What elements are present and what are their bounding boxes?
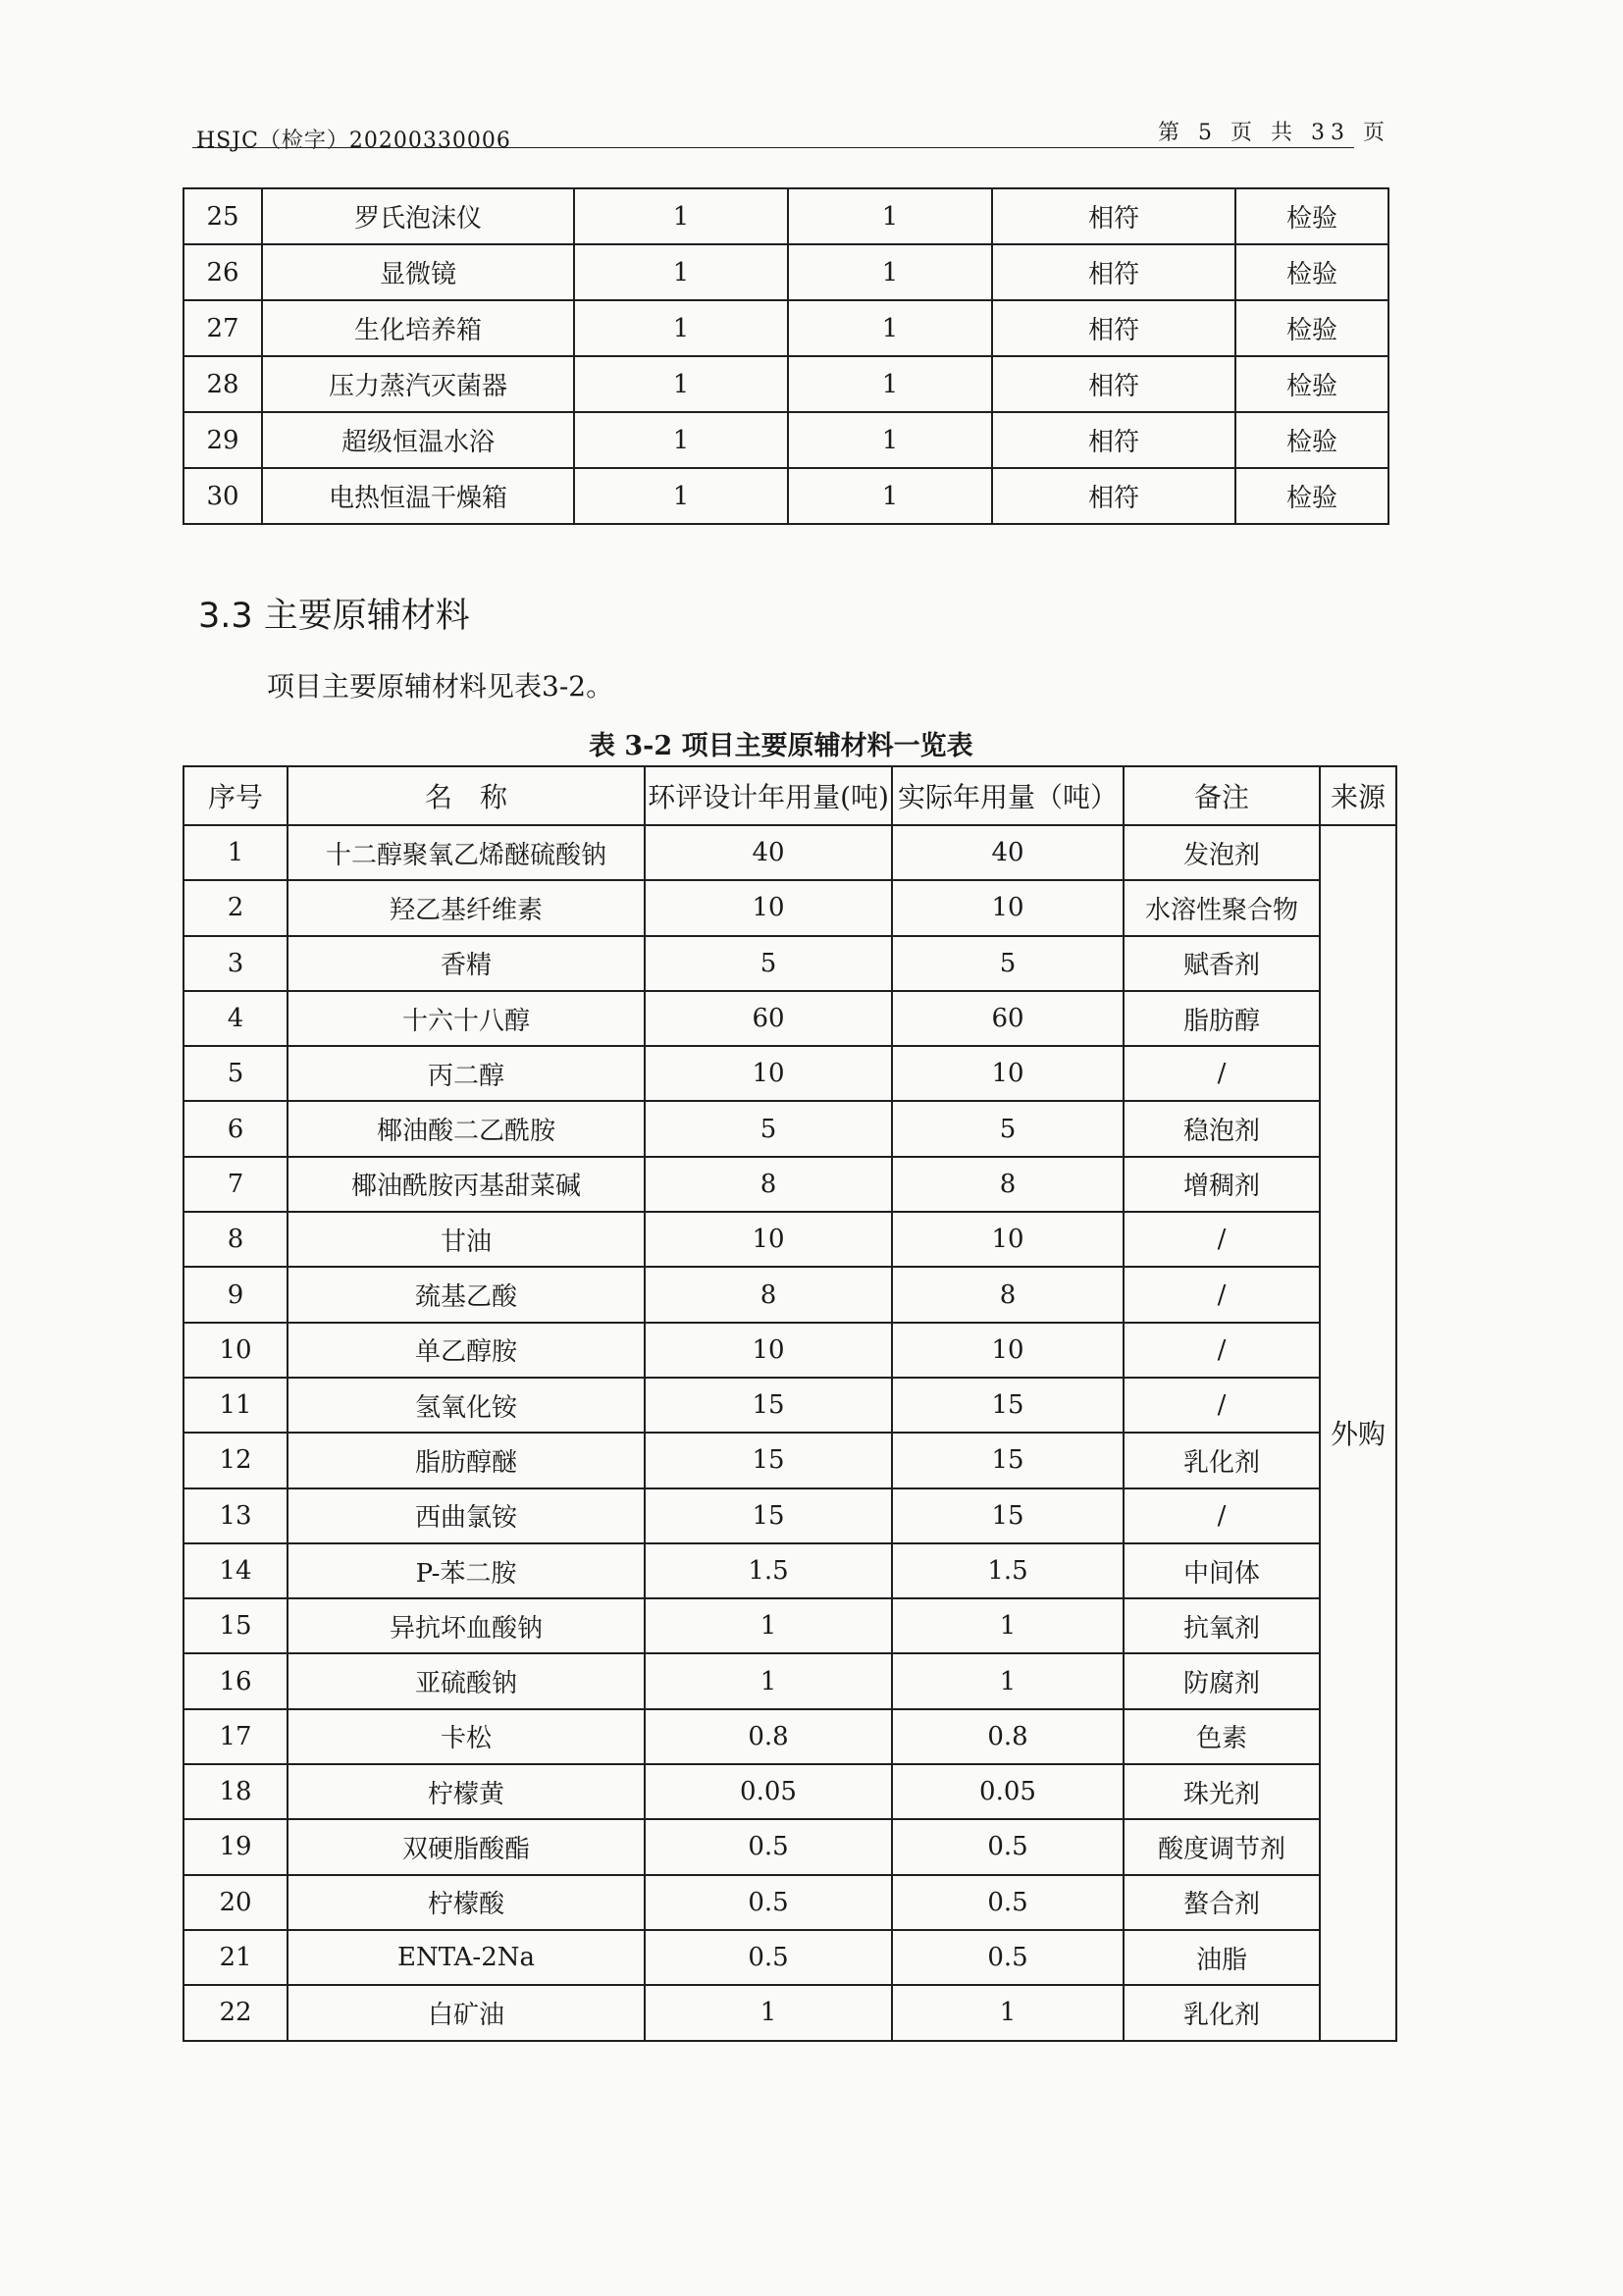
material-cell-remark: / (1124, 1046, 1320, 1101)
equipment-row (183, 356, 1388, 412)
material-cell-actual: 15 (892, 1433, 1124, 1487)
material-row (183, 1709, 1396, 1764)
header-divider (192, 147, 1354, 148)
material-row (183, 1101, 1396, 1156)
material-cell-actual: 1.5 (892, 1543, 1124, 1598)
material-row (183, 1323, 1396, 1378)
material-cell-actual: 5 (892, 936, 1124, 991)
material-cell-design: 10 (645, 1212, 892, 1267)
material-cell-actual: 60 (892, 991, 1124, 1046)
materials-table-body (183, 825, 1396, 2041)
material-cell-design: 1 (645, 1653, 892, 1708)
material-cell-design: 10 (645, 1046, 892, 1101)
material-row (183, 1488, 1396, 1543)
material-cell-no: 20 (183, 1875, 288, 1930)
material-cell-no: 18 (183, 1764, 288, 1819)
equipment-cell-no: 28 (183, 356, 262, 412)
material-cell-design: 15 (645, 1488, 892, 1543)
material-cell-design: 10 (645, 1323, 892, 1378)
material-cell-name: 椰油酸二乙酰胺 (288, 1101, 645, 1156)
equipment-cell-actual-qty: 1 (788, 188, 992, 244)
material-cell-no: 21 (183, 1930, 288, 1985)
material-cell-name: 亚硫酸钠 (288, 1653, 645, 1708)
equipment-cell-name: 超级恒温水浴 (262, 412, 574, 468)
materials-header-row (183, 766, 1396, 825)
material-cell-remark: 赋香剂 (1124, 936, 1320, 991)
material-row (183, 880, 1396, 935)
material-cell-no: 17 (183, 1709, 288, 1764)
equipment-cell-actual-qty: 1 (788, 356, 992, 412)
material-cell-name: 甘油 (288, 1212, 645, 1267)
material-cell-actual: 8 (892, 1267, 1124, 1322)
material-cell-no: 7 (183, 1157, 288, 1212)
equipment-cell-design-qty: 1 (574, 188, 788, 244)
equipment-cell-no: 29 (183, 412, 262, 468)
material-cell-name: P-苯二胺 (288, 1543, 645, 1598)
material-row (183, 1433, 1396, 1487)
header-actual-amount: 实际年用量（吨） (892, 766, 1124, 825)
material-cell-remark: 乳化剂 (1124, 1985, 1320, 2040)
material-cell-design: 1 (645, 1985, 892, 2040)
equipment-cell-no: 30 (183, 468, 262, 524)
material-cell-name: ENTA-2Na (288, 1930, 645, 1985)
material-cell-name: 双硬脂酸酯 (288, 1819, 645, 1874)
material-cell-design: 10 (645, 880, 892, 935)
material-cell-actual: 1 (892, 1598, 1124, 1653)
material-cell-remark: 油脂 (1124, 1930, 1320, 1985)
material-cell-remark: 色素 (1124, 1709, 1320, 1764)
equipment-cell-no: 27 (183, 300, 262, 356)
material-cell-remark: 螯合剂 (1124, 1875, 1320, 1930)
material-cell-remark: / (1124, 1323, 1320, 1378)
material-cell-remark: 稳泡剂 (1124, 1101, 1320, 1156)
document-number: HSJC（检字）20200330006 (196, 129, 511, 153)
equipment-cell-actual-qty: 1 (788, 468, 992, 524)
equipment-cell-status: 相符 (992, 468, 1235, 524)
material-cell-no: 8 (183, 1212, 288, 1267)
material-cell-actual: 10 (892, 1046, 1124, 1101)
material-cell-design: 0.5 (645, 1819, 892, 1874)
material-cell-name: 氢氧化铵 (288, 1378, 645, 1433)
material-cell-design: 40 (645, 825, 892, 880)
material-cell-name: 单乙醇胺 (288, 1323, 645, 1378)
material-cell-design: 5 (645, 936, 892, 991)
material-cell-name: 巯基乙酸 (288, 1267, 645, 1322)
material-cell-no: 6 (183, 1101, 288, 1156)
material-cell-name: 西曲氯铵 (288, 1488, 645, 1543)
equipment-row (183, 244, 1388, 300)
material-cell-no: 14 (183, 1543, 288, 1598)
material-cell-design: 15 (645, 1378, 892, 1433)
equipment-cell-purpose: 检验 (1235, 244, 1388, 300)
material-cell-design: 5 (645, 1101, 892, 1156)
material-cell-actual: 8 (892, 1157, 1124, 1212)
material-cell-name: 十六十八醇 (288, 991, 645, 1046)
material-cell-design: 15 (645, 1433, 892, 1487)
material-cell-name: 柠檬黄 (288, 1764, 645, 1819)
material-cell-remark: 酸度调节剂 (1124, 1819, 1320, 1874)
material-cell-name: 香精 (288, 936, 645, 991)
material-cell-remark: / (1124, 1267, 1320, 1322)
material-cell-actual: 0.5 (892, 1930, 1124, 1985)
material-cell-no: 19 (183, 1819, 288, 1874)
material-cell-actual: 10 (892, 1323, 1124, 1378)
material-cell-design: 1.5 (645, 1543, 892, 1598)
equipment-cell-status: 相符 (992, 188, 1235, 244)
material-cell-remark: 乳化剂 (1124, 1433, 1320, 1487)
material-row (183, 991, 1396, 1046)
section-intro: 项目主要原辅材料见表3-2。 (267, 670, 614, 703)
header-design-amount: 环评设计年用量(吨) (645, 766, 892, 825)
material-cell-remark: 中间体 (1124, 1543, 1320, 1598)
material-cell-remark: / (1124, 1488, 1320, 1543)
material-cell-remark: / (1124, 1378, 1320, 1433)
material-cell-actual: 0.05 (892, 1764, 1124, 1819)
material-cell-remark: / (1124, 1212, 1320, 1267)
material-cell-no: 5 (183, 1046, 288, 1101)
equipment-cell-design-qty: 1 (574, 300, 788, 356)
equipment-cell-purpose: 检验 (1235, 356, 1388, 412)
equipment-cell-design-qty: 1 (574, 244, 788, 300)
material-cell-remark: 脂肪醇 (1124, 991, 1320, 1046)
table-caption: 表 3-2 项目主要原辅材料一览表 (589, 731, 973, 761)
material-cell-design: 0.5 (645, 1875, 892, 1930)
page-indicator: 第 5 页 共 33 页 (1158, 121, 1390, 145)
equipment-cell-no: 25 (183, 188, 262, 244)
equipment-cell-name: 电热恒温干燥箱 (262, 468, 574, 524)
material-cell-actual: 1 (892, 1985, 1124, 2040)
material-row (183, 1875, 1396, 1930)
material-cell-name: 脂肪醇醚 (288, 1433, 645, 1487)
material-cell-remark: 抗氧剂 (1124, 1598, 1320, 1653)
header-source: 来源 (1320, 766, 1396, 825)
equipment-cell-status: 相符 (992, 356, 1235, 412)
equipment-row (183, 468, 1388, 524)
material-cell-actual: 10 (892, 1212, 1124, 1267)
header-name: 名 称 (288, 766, 645, 825)
material-cell-design: 60 (645, 991, 892, 1046)
equipment-table (183, 187, 1389, 525)
equipment-table-body (183, 188, 1388, 524)
material-row (183, 1653, 1396, 1708)
material-cell-actual: 5 (892, 1101, 1124, 1156)
material-cell-design: 8 (645, 1157, 892, 1212)
material-cell-actual: 0.8 (892, 1709, 1124, 1764)
equipment-cell-name: 显微镜 (262, 244, 574, 300)
section-heading: 3.3 主要原辅材料 (198, 597, 470, 636)
material-cell-design: 0.5 (645, 1930, 892, 1985)
material-cell-no: 10 (183, 1323, 288, 1378)
equipment-cell-design-qty: 1 (574, 412, 788, 468)
material-cell-name: 椰油酰胺丙基甜菜碱 (288, 1157, 645, 1212)
material-row (183, 1378, 1396, 1433)
equipment-cell-status: 相符 (992, 412, 1235, 468)
equipment-cell-purpose: 检验 (1235, 468, 1388, 524)
equipment-cell-design-qty: 1 (574, 468, 788, 524)
equipment-cell-actual-qty: 1 (788, 412, 992, 468)
equipment-cell-purpose: 检验 (1235, 300, 1388, 356)
equipment-cell-name: 罗氏泡沫仪 (262, 188, 574, 244)
material-cell-name: 十二醇聚氧乙烯醚硫酸钠 (288, 825, 645, 880)
material-cell-design: 1 (645, 1598, 892, 1653)
equipment-cell-name: 生化培养箱 (262, 300, 574, 356)
material-cell-no: 11 (183, 1378, 288, 1433)
material-cell-name: 丙二醇 (288, 1046, 645, 1101)
material-row (183, 1598, 1396, 1653)
material-row (183, 1764, 1396, 1819)
material-cell-no: 12 (183, 1433, 288, 1487)
material-row (183, 1046, 1396, 1101)
material-cell-design: 0.8 (645, 1709, 892, 1764)
material-cell-no: 2 (183, 880, 288, 935)
materials-table (183, 765, 1397, 2042)
material-cell-actual: 15 (892, 1488, 1124, 1543)
material-cell-actual: 0.5 (892, 1819, 1124, 1874)
header-no: 序号 (183, 766, 288, 825)
material-row (183, 936, 1396, 991)
material-cell-remark: 珠光剂 (1124, 1764, 1320, 1819)
material-cell-no: 16 (183, 1653, 288, 1708)
equipment-cell-actual-qty: 1 (788, 244, 992, 300)
material-row (183, 1157, 1396, 1212)
material-cell-actual: 10 (892, 880, 1124, 935)
material-row (183, 1930, 1396, 1985)
material-cell-remark: 水溶性聚合物 (1124, 880, 1320, 935)
material-cell-no: 3 (183, 936, 288, 991)
material-source-cell: 外购 (1320, 825, 1396, 2041)
material-row (183, 825, 1396, 880)
material-cell-name: 卡松 (288, 1709, 645, 1764)
material-cell-actual: 40 (892, 825, 1124, 880)
equipment-cell-status: 相符 (992, 300, 1235, 356)
equipment-row (183, 300, 1388, 356)
material-cell-no: 13 (183, 1488, 288, 1543)
material-row (183, 1543, 1396, 1598)
equipment-cell-status: 相符 (992, 244, 1235, 300)
material-cell-no: 4 (183, 991, 288, 1046)
material-cell-name: 柠檬酸 (288, 1875, 645, 1930)
equipment-cell-purpose: 检验 (1235, 412, 1388, 468)
header-remark: 备注 (1124, 766, 1320, 825)
material-cell-remark: 发泡剂 (1124, 825, 1320, 880)
material-cell-name: 白矿油 (288, 1985, 645, 2040)
equipment-cell-actual-qty: 1 (788, 300, 992, 356)
material-row (183, 1985, 1396, 2040)
material-cell-name: 羟乙基纤维素 (288, 880, 645, 935)
equipment-cell-no: 26 (183, 244, 262, 300)
material-cell-design: 8 (645, 1267, 892, 1322)
material-cell-no: 15 (183, 1598, 288, 1653)
material-cell-design: 0.05 (645, 1764, 892, 1819)
material-cell-no: 9 (183, 1267, 288, 1322)
material-row (183, 1212, 1396, 1267)
equipment-row (183, 412, 1388, 468)
material-cell-actual: 15 (892, 1378, 1124, 1433)
material-cell-no: 1 (183, 825, 288, 880)
material-cell-actual: 0.5 (892, 1875, 1124, 1930)
equipment-cell-purpose: 检验 (1235, 188, 1388, 244)
equipment-cell-design-qty: 1 (574, 356, 788, 412)
material-cell-no: 22 (183, 1985, 288, 2040)
material-cell-remark: 增稠剂 (1124, 1157, 1320, 1212)
material-cell-remark: 防腐剂 (1124, 1653, 1320, 1708)
material-row (183, 1819, 1396, 1874)
equipment-cell-name: 压力蒸汽灭菌器 (262, 356, 574, 412)
material-cell-actual: 1 (892, 1653, 1124, 1708)
material-cell-name: 异抗坏血酸钠 (288, 1598, 645, 1653)
material-row (183, 1267, 1396, 1322)
equipment-row (183, 188, 1388, 244)
